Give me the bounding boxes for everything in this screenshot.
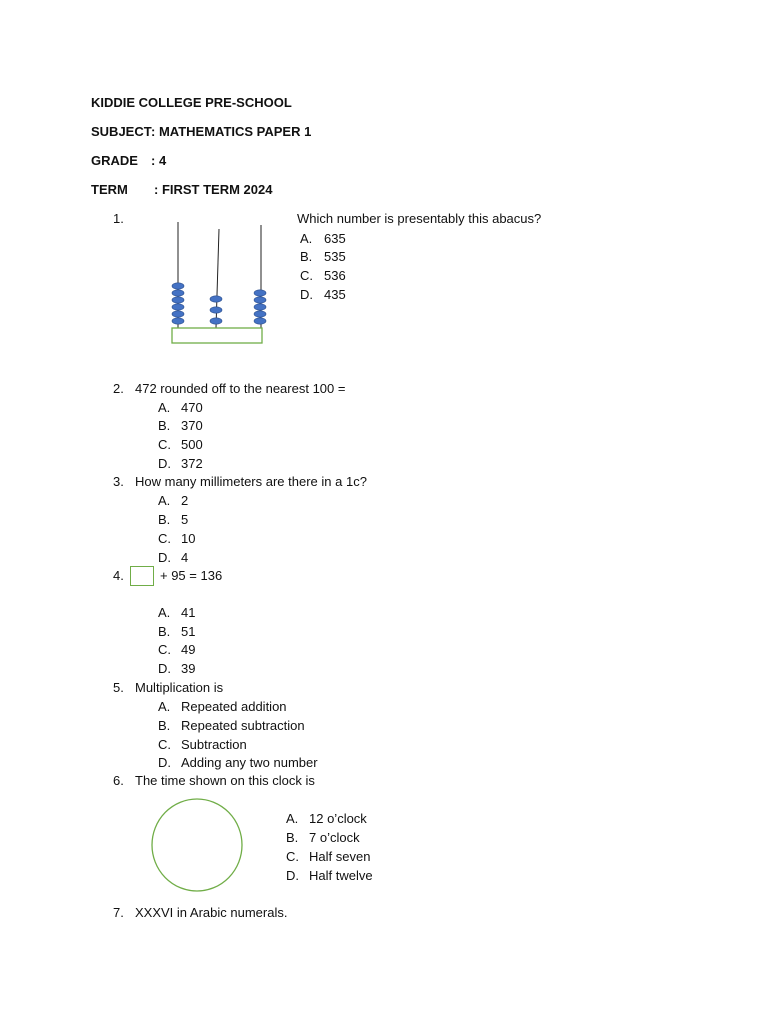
q5-option-c-letter: C.: [158, 737, 171, 752]
q3-option-a-letter: A.: [158, 493, 171, 508]
q4-option-d-letter: D.: [158, 661, 171, 676]
q2-option-d-text: 372: [181, 456, 203, 471]
q3-option-b-text: 5: [181, 512, 189, 527]
q6-option-a-letter: A.: [286, 811, 299, 826]
q1-option-c-letter: C.: [300, 268, 313, 283]
term-value: : FIRST TERM 2024: [154, 182, 273, 197]
question-7-text: XXXVI in Arabic numerals.: [135, 905, 288, 920]
q4-option-a-text: 41: [181, 605, 196, 620]
q6-option-a-text: 12 o’clock: [309, 811, 367, 826]
q2-option-a-text: 470: [181, 400, 203, 415]
question-4-text: + 95 = 136: [160, 568, 223, 583]
question-2-text: 472 rounded off to the nearest 100 =: [135, 381, 346, 396]
q5-option-c-text: Subtraction: [181, 737, 247, 752]
q3-option-c-letter: C.: [158, 531, 171, 546]
question-6-number: 6.: [113, 773, 124, 788]
grade-label: GRADE: [91, 153, 138, 168]
q4-option-a-letter: A.: [158, 605, 171, 620]
q5-option-b-letter: B.: [158, 718, 171, 733]
subject-label: SUBJECT: [91, 124, 152, 139]
q1-option-d-text: 435: [324, 287, 346, 302]
q4-option-b-text: 51: [181, 624, 196, 639]
q2-option-b-text: 370: [181, 418, 203, 433]
question-4-number: 4.: [113, 568, 124, 583]
q1-option-b-letter: B.: [300, 249, 313, 264]
q2-option-c-text: 500: [181, 437, 203, 452]
q3-option-b-letter: B.: [158, 512, 171, 527]
q4-option-b-letter: B.: [158, 624, 171, 639]
q5-option-a-letter: A.: [158, 699, 171, 714]
question-7-number: 7.: [113, 905, 124, 920]
q1-option-b-text: 535: [324, 249, 346, 264]
q6-option-d-text: Half twelve: [309, 868, 373, 883]
q4-option-c-letter: C.: [158, 642, 171, 657]
q2-option-c-letter: C.: [158, 437, 171, 452]
q2-option-b-letter: B.: [158, 418, 171, 433]
q6-option-c-text: Half seven: [309, 849, 371, 864]
q1-option-a-text: 635: [324, 231, 346, 246]
q6-option-b-letter: B.: [286, 830, 299, 845]
school-name: KIDDIE COLLEGE PRE-SCHOOL: [91, 95, 292, 110]
q5-option-a-text: Repeated addition: [181, 699, 287, 714]
question-3-text: How many millimeters are there in a 1c?: [135, 474, 367, 489]
subject-value: : MATHEMATICS PAPER 1: [151, 124, 312, 139]
question-5-text: Multiplication is: [135, 680, 224, 695]
q3-option-d-letter: D.: [158, 550, 171, 565]
q4-option-d-text: 39: [181, 661, 196, 676]
question-3-number: 3.: [113, 474, 124, 489]
q3-option-a-text: 2: [181, 493, 189, 508]
q2-option-a-letter: A.: [158, 400, 171, 415]
question-1-text: Which number is presentably this abacus?: [297, 211, 542, 226]
q3-option-c-text: 10: [181, 531, 196, 546]
question-6-text: The time shown on this clock is: [135, 773, 315, 788]
q4-option-c-text: 49: [181, 642, 196, 657]
q3-option-d-text: 4: [181, 550, 189, 565]
q5-option-d-text: Adding any two number: [181, 755, 318, 770]
q6-option-d-letter: D.: [286, 868, 299, 883]
question-5-number: 5.: [113, 680, 124, 695]
q6-option-b-text: 7 o’clock: [309, 830, 360, 845]
q1-option-a-letter: A.: [300, 231, 313, 246]
question-1-number: 1.: [113, 211, 124, 226]
term-label: TERM: [91, 182, 128, 197]
q5-option-b-text: Repeated subtraction: [181, 718, 305, 733]
q5-option-d-letter: D.: [158, 755, 171, 770]
clock-face: [152, 799, 242, 891]
grade-value: : 4: [151, 153, 167, 168]
question-2-number: 2.: [113, 381, 124, 396]
q2-option-d-letter: D.: [158, 456, 171, 471]
q1-option-c-text: 536: [324, 268, 346, 283]
q1-option-d-letter: D.: [300, 287, 313, 302]
q6-option-c-letter: C.: [286, 849, 299, 864]
